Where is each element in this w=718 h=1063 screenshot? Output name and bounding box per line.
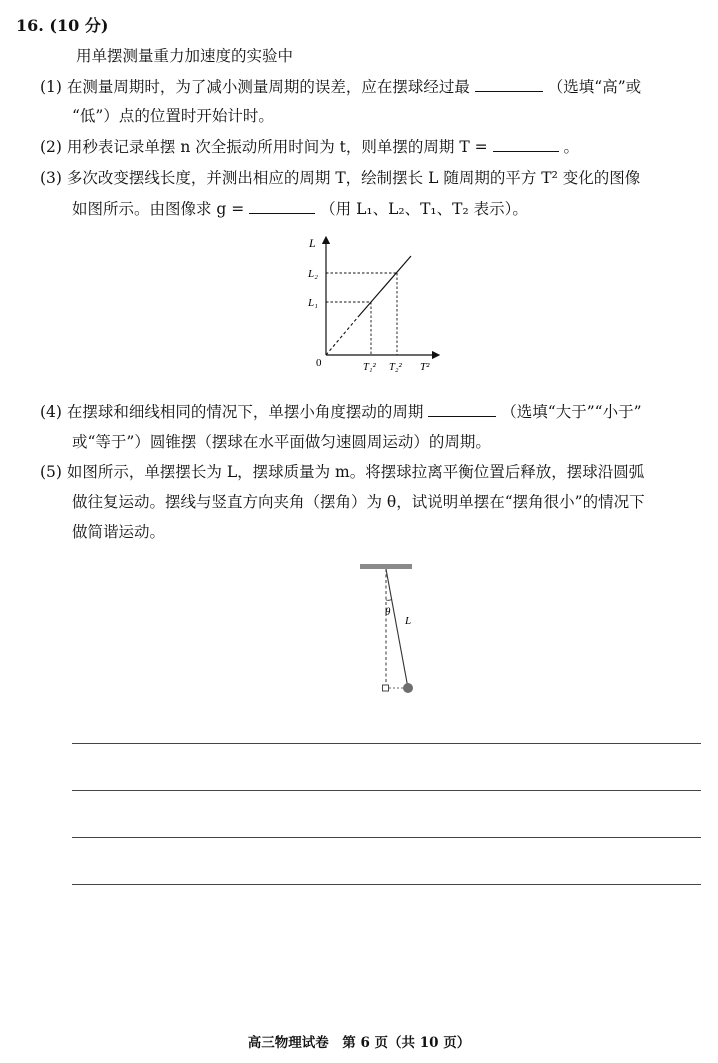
answer-line-1[interactable] — [72, 743, 701, 744]
equilibrium-position-marker — [383, 685, 389, 691]
graph-line — [358, 256, 411, 317]
page-footer: 高三物理试卷 第 6 页（共 10 页） — [247, 1035, 471, 1051]
y-axis-label: L — [309, 236, 316, 250]
graph-line-extrapolated — [326, 317, 358, 355]
item-2-number: (2) — [40, 138, 62, 156]
item-3-text-2b: （用 L₁、L₂、T₁、T₂ 表示）。 — [320, 200, 528, 218]
item-4-line-1 — [40, 400, 642, 422]
item-1-answer-blank[interactable] — [475, 77, 543, 92]
item-1-text-b: （选填“高”或 — [547, 78, 642, 96]
l-t2-graph — [296, 232, 446, 374]
item-4-text-b: （选填“大于”“小于” — [501, 403, 642, 421]
y-tick-l1: L₁ — [308, 297, 318, 309]
item-3-text-2a: 如图所示。由图像求 g = — [72, 200, 245, 218]
question-intro: 用单摆测量重力加速度的实验中 — [76, 47, 294, 65]
item-4-line-2: 或“等于”）圆锥摆（摆球在水平面做匀速圆周运动）的周期。 — [72, 433, 491, 451]
item-5-line-2: 做往复运动。摆线与竖直方向夹角（摆角）为 θ，试说明单摆在“摆角很小”的情况下 — [72, 493, 645, 511]
answer-line-3[interactable] — [72, 837, 701, 838]
item-5-line-1 — [40, 460, 644, 482]
question-number: 16. (10 分) — [16, 16, 109, 35]
x-tick-t1sq: T₁² — [363, 362, 376, 373]
item-5-line-3: 做简谐运动。 — [72, 523, 166, 541]
item-5-number: (5) — [40, 463, 62, 481]
item-5-text-1: 如图所示，单摆摆长为 L，摆球质量为 m。将摆球拉离平衡位置后释放，摆球沿圆弧 — [66, 463, 645, 481]
item-1-line-1 — [40, 75, 641, 97]
answer-line-2[interactable] — [72, 790, 701, 791]
x-axis-label: T² — [420, 361, 430, 373]
item-4-answer-blank[interactable] — [428, 402, 496, 417]
item-3-answer-blank[interactable] — [249, 199, 315, 214]
item-3-line-1 — [40, 166, 640, 188]
item-2-line-1 — [40, 135, 579, 157]
pendulum-bob — [403, 683, 413, 693]
x-tick-t2sq: T₂² — [389, 362, 402, 373]
item-4-text-a: 在摆球和细线相同的情况下，单摆小角度摆动的周期 — [66, 403, 424, 421]
item-1-number: (1) — [40, 78, 62, 96]
pendulum-string — [386, 569, 408, 688]
item-2-answer-blank[interactable] — [493, 137, 559, 152]
answer-line-4[interactable] — [72, 884, 701, 885]
length-label: L — [405, 615, 412, 627]
y-tick-l2: L₂ — [308, 268, 318, 280]
item-2-text-b: 。 — [563, 138, 579, 156]
item-4-number: (4) — [40, 403, 62, 421]
item-3-line-2 — [72, 197, 528, 219]
pendulum-support — [360, 564, 412, 569]
pendulum-figure — [352, 560, 424, 700]
origin-label: 0 — [316, 357, 322, 369]
item-3-text-1: 多次改变摆线长度，并测出相应的周期 T，绘制摆长 L 随周期的平方 T² 变化的图像 — [66, 169, 641, 187]
item-3-number: (3) — [40, 169, 62, 187]
item-2-text-a: 用秒表记录单摆 n 次全振动所用时间为 t，则单摆的周期 T = — [66, 138, 488, 156]
angle-label: θ — [385, 606, 391, 618]
item-1-line-2: “低”）点的位置时开始计时。 — [72, 107, 274, 125]
item-1-text-a: 在测量周期时，为了减小测量周期的误差，应在摆球经过最 — [66, 78, 470, 96]
